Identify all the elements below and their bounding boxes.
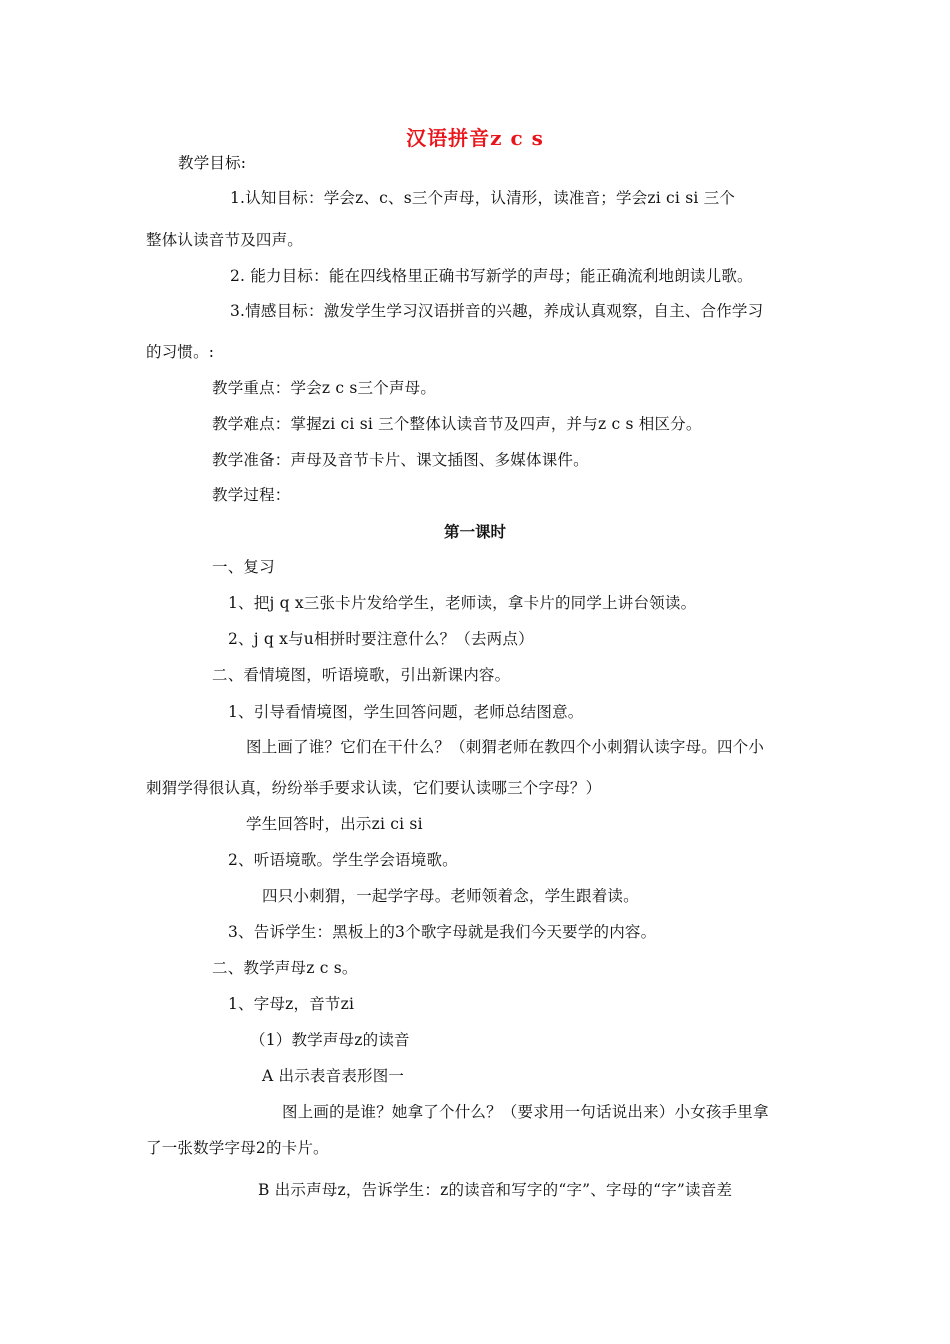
scene-item-3: 3、告诉学生：黑板上的3个歌字母就是我们今天要学的内容。 — [228, 923, 657, 941]
review-item-1: 1、把j q x三张卡片发给学生，老师读，拿卡片的同学上讲台领读。 — [228, 594, 697, 612]
objective-1-line-1: 1.认知目标：学会z、c、s三个声母，认清形，读准音；学会zi ci si 三个 — [230, 189, 736, 207]
difficulty: 教学难点：掌握zi ci si 三个整体认读音节及四声，并与z c s 相区分。 — [212, 415, 702, 433]
objectives-heading: 教学目标: — [178, 154, 247, 172]
teach-step-a: A 出示表音表形图一 — [262, 1067, 405, 1085]
objective-2: 2. 能力目标：能在四线格里正确书写新学的声母；能正确流利地朗读儿歌。 — [230, 267, 753, 285]
key-point: 教学重点：学会z c s三个声母。 — [212, 379, 437, 397]
section-review: 一、复习 — [212, 558, 275, 576]
section-scene: 二、看情境图，听语境歌，引出新课内容。 — [212, 666, 511, 684]
scene-question-line-1: 图上画了谁？它们在干什么？（刺猬老师在教四个小刺猬认读字母。四个小 — [246, 738, 765, 756]
teach-step-a-question-line-1: 图上画的是谁？她拿了个什么？（要求用一句话说出来）小女孩手里拿 — [282, 1103, 769, 1121]
teach-item-1: 1、字母z，音节zi — [228, 995, 355, 1013]
review-item-2: 2、j q x与u相拼时要注意什么？（去两点） — [228, 630, 534, 648]
scene-item-1: 1、引导看情境图，学生回答问题，老师总结图意。 — [228, 703, 584, 721]
scene-answer: 学生回答时，出示zi ci si — [246, 815, 423, 833]
objective-3-line-2: 的习惯。: — [146, 343, 215, 361]
teach-step-a-question-line-2: 了一张数学字母2的卡片。 — [146, 1139, 329, 1157]
song-lyrics: 四只小刺猬，一起学字母。老师领着念，学生跟着读。 — [262, 887, 639, 905]
objective-1-line-2: 整体认读音节及四声。 — [146, 231, 304, 249]
process-heading: 教学过程： — [212, 486, 291, 504]
preparation: 教学准备：声母及音节卡片、课文插图、多媒体课件。 — [212, 451, 589, 469]
scene-item-2: 2、听语境歌。学生学会语境歌。 — [228, 851, 458, 869]
lesson-heading: 第一课时 — [443, 522, 506, 541]
scene-question-line-2: 刺猬学得很认真，纷纷举手要求认读，它们要认读哪三个字母？） — [146, 779, 602, 797]
section-teach: 二、教学声母z c s。 — [212, 959, 358, 977]
objective-3-line-1: 3.情感目标：激发学生学习汉语拼音的兴趣，养成认真观察，自主、合作学习 — [230, 302, 764, 320]
teach-step-b: B 出示声母z，告诉学生：z的读音和写字的“字”、字母的“字”读音差 — [258, 1181, 733, 1199]
teach-subitem-1: （1）教学声母z的读音 — [250, 1031, 410, 1049]
document-title: 汉语拼音z c s — [406, 126, 544, 150]
